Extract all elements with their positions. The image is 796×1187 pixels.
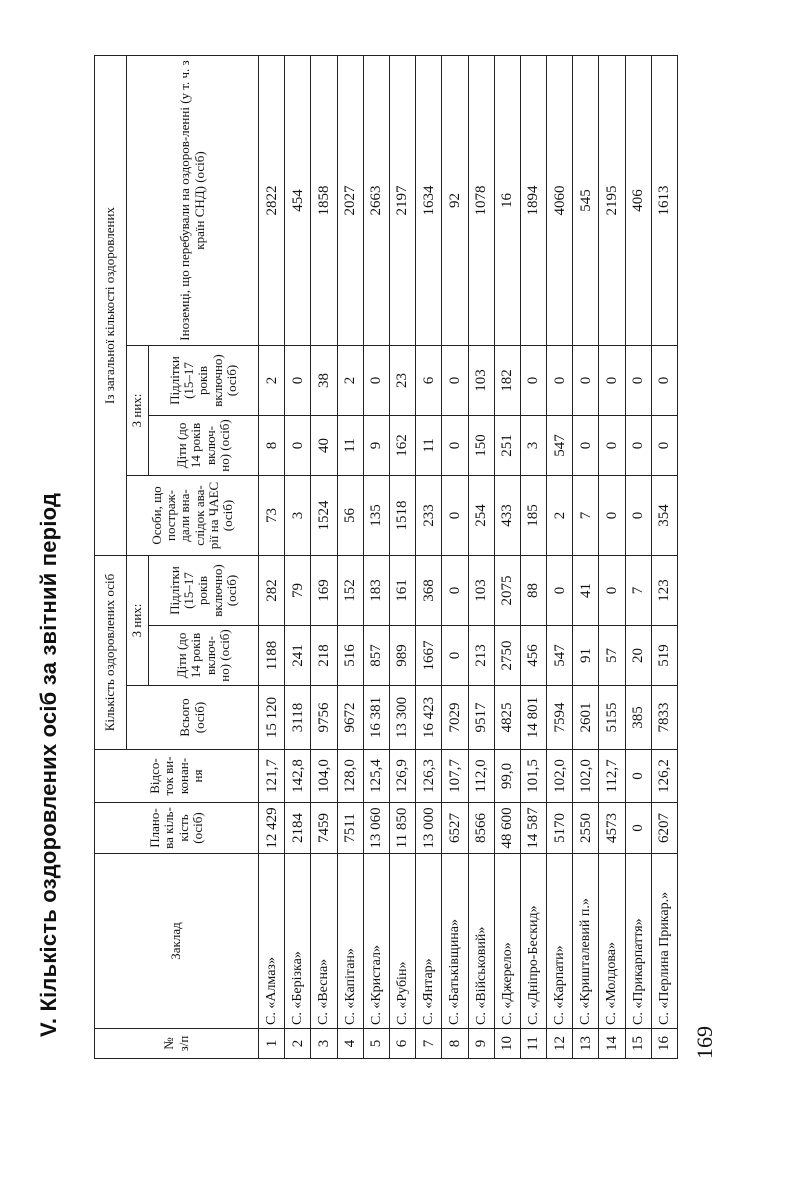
cell-no: 7 bbox=[416, 1029, 442, 1059]
table-row bbox=[389, 56, 415, 1059]
cell-chernobyl-teens: 0 bbox=[520, 346, 546, 416]
cell-teens: 0 bbox=[599, 556, 625, 626]
header-percent: Відсо-ток ви-конан-ня bbox=[95, 750, 259, 803]
cell-teens: 0 bbox=[547, 556, 573, 626]
cell-no: 5 bbox=[363, 1029, 389, 1059]
cell-percent: 102,0 bbox=[573, 750, 599, 803]
cell-no: 13 bbox=[573, 1029, 599, 1059]
cell-planned: 48 600 bbox=[494, 803, 520, 854]
table-row bbox=[651, 56, 677, 1059]
cell-chernobyl-children: 0 bbox=[573, 416, 599, 476]
cell-institution: С. «Карпати» bbox=[547, 854, 573, 1029]
cell-chernobyl: 0 bbox=[599, 476, 625, 556]
cell-foreigners: 16 bbox=[494, 56, 520, 346]
cell-percent: 104,0 bbox=[311, 750, 337, 803]
cell-chernobyl: 0 bbox=[442, 476, 468, 556]
cell-foreigners: 2663 bbox=[363, 56, 389, 346]
header-of-them: З них: bbox=[127, 556, 149, 686]
cell-planned: 4573 bbox=[599, 803, 625, 854]
cell-children: 0 bbox=[442, 626, 468, 686]
page-number: 169 bbox=[692, 1026, 717, 1059]
cell-percent: 112,7 bbox=[599, 750, 625, 803]
cell-foreigners: 1613 bbox=[651, 56, 677, 346]
cell-percent: 101,5 bbox=[520, 750, 546, 803]
table-row bbox=[547, 56, 573, 1059]
cell-no: 16 bbox=[651, 1029, 677, 1059]
cell-children: 91 bbox=[573, 626, 599, 686]
cell-chernobyl-teens: 0 bbox=[573, 346, 599, 416]
cell-chernobyl-children: 162 bbox=[389, 416, 415, 476]
cell-chernobyl-teens: 6 bbox=[416, 346, 442, 416]
cell-teens: 183 bbox=[363, 556, 389, 626]
cell-institution: С. «Берізка» bbox=[285, 854, 311, 1029]
cell-chernobyl-teens: 2 bbox=[337, 346, 363, 416]
cell-total: 5155 bbox=[599, 686, 625, 750]
header-teens: Підлітки (15–17 років включно) (осіб) bbox=[149, 556, 259, 626]
cell-no: 10 bbox=[494, 1029, 520, 1059]
cell-foreigners: 2027 bbox=[337, 56, 363, 346]
cell-total: 2601 bbox=[573, 686, 599, 750]
cell-percent: 128,0 bbox=[337, 750, 363, 803]
cell-chernobyl-children: 0 bbox=[625, 416, 651, 476]
cell-chernobyl: 2 bbox=[547, 476, 573, 556]
cell-planned: 8566 bbox=[468, 803, 494, 854]
cell-children: 241 bbox=[285, 626, 311, 686]
cell-chernobyl-teens: 0 bbox=[547, 346, 573, 416]
table-row bbox=[363, 56, 389, 1059]
cell-no: 15 bbox=[625, 1029, 651, 1059]
cell-children: 2750 bbox=[494, 626, 520, 686]
cell-children: 456 bbox=[520, 626, 546, 686]
cell-teens: 41 bbox=[573, 556, 599, 626]
cell-chernobyl: 254 bbox=[468, 476, 494, 556]
cell-chernobyl-children: 150 bbox=[468, 416, 494, 476]
header-recovered-group: Кількість оздоровлених осіб bbox=[95, 556, 127, 750]
cell-teens: 0 bbox=[442, 556, 468, 626]
cell-percent: 107,7 bbox=[442, 750, 468, 803]
cell-chernobyl-teens: 182 bbox=[494, 346, 520, 416]
cell-chernobyl-teens: 0 bbox=[363, 346, 389, 416]
cell-children: 20 bbox=[625, 626, 651, 686]
cell-institution: С. «Прикарпаття» bbox=[625, 854, 651, 1029]
cell-foreigners: 1894 bbox=[520, 56, 546, 346]
cell-percent: 112,0 bbox=[468, 750, 494, 803]
cell-chernobyl-teens: 0 bbox=[599, 346, 625, 416]
cell-institution: С. «Молдова» bbox=[599, 854, 625, 1029]
cell-foreigners: 545 bbox=[573, 56, 599, 346]
cell-teens: 103 bbox=[468, 556, 494, 626]
table-row bbox=[625, 56, 651, 1059]
cell-institution: С. «Янтар» bbox=[416, 854, 442, 1029]
cell-institution: С. «Джерело» bbox=[494, 854, 520, 1029]
cell-chernobyl: 0 bbox=[625, 476, 651, 556]
cell-chernobyl: 7 bbox=[573, 476, 599, 556]
cell-percent: 126,2 bbox=[651, 750, 677, 803]
table-row bbox=[311, 56, 337, 1059]
cell-teens: 79 bbox=[285, 556, 311, 626]
cell-no: 11 bbox=[520, 1029, 546, 1059]
cell-chernobyl: 1524 bbox=[311, 476, 337, 556]
header-institution: Заклад bbox=[95, 854, 259, 1029]
cell-chernobyl: 3 bbox=[285, 476, 311, 556]
table-row bbox=[442, 56, 468, 1059]
cell-planned: 13 060 bbox=[363, 803, 389, 854]
header-chernobyl: Особи, що постраж-дали вна-слідок ава-рії на ЧАЕС (осіб) bbox=[127, 476, 259, 556]
cell-chernobyl-teens: 0 bbox=[625, 346, 651, 416]
table-row bbox=[573, 56, 599, 1059]
cell-planned: 2184 bbox=[285, 803, 311, 854]
cell-total: 9517 bbox=[468, 686, 494, 750]
cell-chernobyl: 185 bbox=[520, 476, 546, 556]
cell-children: 547 bbox=[547, 626, 573, 686]
table-row bbox=[494, 56, 520, 1059]
cell-teens: 152 bbox=[337, 556, 363, 626]
cell-percent: 125,4 bbox=[363, 750, 389, 803]
cell-chernobyl: 135 bbox=[363, 476, 389, 556]
cell-planned: 7511 bbox=[337, 803, 363, 854]
cell-foreigners: 92 bbox=[442, 56, 468, 346]
cell-planned: 7459 bbox=[311, 803, 337, 854]
cell-teens: 88 bbox=[520, 556, 546, 626]
cell-institution: С. «Весна» bbox=[311, 854, 337, 1029]
table-row bbox=[337, 56, 363, 1059]
cell-percent: 142,8 bbox=[285, 750, 311, 803]
cell-institution: С. «Алмаз» bbox=[259, 854, 285, 1029]
cell-children: 1188 bbox=[259, 626, 285, 686]
header-children: Діти (до 14 років включ-но) (осіб) bbox=[149, 626, 259, 686]
cell-chernobyl: 1518 bbox=[389, 476, 415, 556]
cell-no: 12 bbox=[547, 1029, 573, 1059]
cell-chernobyl-children: 0 bbox=[651, 416, 677, 476]
cell-institution: С. «Кришталевий п.» bbox=[573, 854, 599, 1029]
cell-planned: 0 bbox=[625, 803, 651, 854]
cell-planned: 13 000 bbox=[416, 803, 442, 854]
cell-chernobyl: 233 bbox=[416, 476, 442, 556]
cell-chernobyl-teens: 0 bbox=[651, 346, 677, 416]
cell-no: 4 bbox=[337, 1029, 363, 1059]
cell-foreigners: 2195 bbox=[599, 56, 625, 346]
cell-no: 3 bbox=[311, 1029, 337, 1059]
cell-total: 9672 bbox=[337, 686, 363, 750]
cell-children: 516 bbox=[337, 626, 363, 686]
cell-institution: С. «Кристал» bbox=[363, 854, 389, 1029]
cell-teens: 368 bbox=[416, 556, 442, 626]
cell-chernobyl-children: 0 bbox=[285, 416, 311, 476]
cell-institution: С. «Перлина Прикар.» bbox=[651, 854, 677, 1029]
cell-chernobyl: 56 bbox=[337, 476, 363, 556]
table-row bbox=[599, 56, 625, 1059]
cell-chernobyl-children: 11 bbox=[416, 416, 442, 476]
cell-percent: 126,9 bbox=[389, 750, 415, 803]
cell-total: 3118 bbox=[285, 686, 311, 750]
cell-institution: С. «Батьківщина» bbox=[442, 854, 468, 1029]
cell-foreigners: 1078 bbox=[468, 56, 494, 346]
cell-no: 8 bbox=[442, 1029, 468, 1059]
table-row bbox=[520, 56, 546, 1059]
cell-total: 16 423 bbox=[416, 686, 442, 750]
cell-children: 1667 bbox=[416, 626, 442, 686]
recovered-persons-table bbox=[94, 55, 678, 1059]
cell-institution: С. «Дніпро-Бескид» bbox=[520, 854, 546, 1029]
cell-chernobyl-children: 11 bbox=[337, 416, 363, 476]
cell-no: 2 bbox=[285, 1029, 311, 1059]
cell-total: 16 381 bbox=[363, 686, 389, 750]
cell-no: 14 bbox=[599, 1029, 625, 1059]
cell-teens: 161 bbox=[389, 556, 415, 626]
table-row bbox=[259, 56, 285, 1059]
page-title: V. Кількість оздоровлених осіб за звітний період bbox=[36, 492, 61, 1037]
cell-planned: 5170 bbox=[547, 803, 573, 854]
cell-foreigners: 454 bbox=[285, 56, 311, 346]
table-row bbox=[285, 56, 311, 1059]
cell-foreigners: 2822 bbox=[259, 56, 285, 346]
cell-chernobyl-teens: 23 bbox=[389, 346, 415, 416]
cell-no: 9 bbox=[468, 1029, 494, 1059]
header-children-2: Діти (до 14 років включ-но) (осіб) bbox=[149, 416, 259, 476]
cell-foreigners: 406 bbox=[625, 56, 651, 346]
cell-chernobyl-children: 251 bbox=[494, 416, 520, 476]
cell-planned: 6527 bbox=[442, 803, 468, 854]
header-teens-2: Підлітки (15–17 років включно) (осіб) bbox=[149, 346, 259, 416]
header-no: № з/п bbox=[95, 1029, 259, 1059]
cell-chernobyl-children: 9 bbox=[363, 416, 389, 476]
cell-chernobyl-teens: 2 bbox=[259, 346, 285, 416]
cell-chernobyl-teens: 0 bbox=[442, 346, 468, 416]
cell-teens: 282 bbox=[259, 556, 285, 626]
cell-total: 7594 bbox=[547, 686, 573, 750]
cell-total: 9756 bbox=[311, 686, 337, 750]
cell-chernobyl-teens: 38 bbox=[311, 346, 337, 416]
cell-foreigners: 1858 bbox=[311, 56, 337, 346]
cell-total: 15 120 bbox=[259, 686, 285, 750]
cell-foreigners: 1634 bbox=[416, 56, 442, 346]
header-total: Всього (осіб) bbox=[127, 686, 259, 750]
header-of-them-2: З них: bbox=[127, 346, 149, 476]
cell-no: 1 bbox=[259, 1029, 285, 1059]
cell-teens: 2075 bbox=[494, 556, 520, 626]
cell-total: 385 bbox=[625, 686, 651, 750]
cell-percent: 102,0 bbox=[547, 750, 573, 803]
table-row bbox=[416, 56, 442, 1059]
cell-chernobyl: 354 bbox=[651, 476, 677, 556]
cell-total: 4825 bbox=[494, 686, 520, 750]
header-planned: Плано-ва кіль-кість (осіб) bbox=[95, 803, 259, 854]
cell-children: 519 bbox=[651, 626, 677, 686]
cell-foreigners: 4060 bbox=[547, 56, 573, 346]
cell-teens: 123 bbox=[651, 556, 677, 626]
cell-chernobyl: 73 bbox=[259, 476, 285, 556]
table-row bbox=[468, 56, 494, 1059]
cell-children: 57 bbox=[599, 626, 625, 686]
cell-planned: 11 850 bbox=[389, 803, 415, 854]
cell-institution: С. «Капітан» bbox=[337, 854, 363, 1029]
cell-chernobyl: 433 bbox=[494, 476, 520, 556]
table-body bbox=[259, 56, 678, 1059]
cell-planned: 12 429 bbox=[259, 803, 285, 854]
cell-total: 7029 bbox=[442, 686, 468, 750]
cell-teens: 7 bbox=[625, 556, 651, 626]
cell-total: 13 300 bbox=[389, 686, 415, 750]
cell-chernobyl-children: 3 bbox=[520, 416, 546, 476]
cell-percent: 121,7 bbox=[259, 750, 285, 803]
cell-chernobyl-children: 8 bbox=[259, 416, 285, 476]
cell-chernobyl-teens: 0 bbox=[285, 346, 311, 416]
cell-chernobyl-children: 547 bbox=[547, 416, 573, 476]
cell-total: 7833 bbox=[651, 686, 677, 750]
cell-percent: 126,3 bbox=[416, 750, 442, 803]
cell-planned: 6207 bbox=[651, 803, 677, 854]
cell-total: 14 801 bbox=[520, 686, 546, 750]
header-from-total-group: Із загальної кількості оздоровлених bbox=[95, 56, 127, 556]
cell-children: 857 bbox=[363, 626, 389, 686]
cell-chernobyl-children: 0 bbox=[442, 416, 468, 476]
cell-teens: 169 bbox=[311, 556, 337, 626]
cell-percent: 0 bbox=[625, 750, 651, 803]
cell-institution: С. «Військовий» bbox=[468, 854, 494, 1029]
cell-no: 6 bbox=[389, 1029, 415, 1059]
cell-percent: 99,0 bbox=[494, 750, 520, 803]
cell-chernobyl-teens: 103 bbox=[468, 346, 494, 416]
cell-children: 218 bbox=[311, 626, 337, 686]
cell-planned: 2550 bbox=[573, 803, 599, 854]
cell-chernobyl-children: 40 bbox=[311, 416, 337, 476]
cell-foreigners: 2197 bbox=[389, 56, 415, 346]
header-foreigners: Іноземці, що перебували на оздоров-ленні (у т. ч. з країн СНД) (осіб) bbox=[127, 56, 259, 346]
cell-children: 213 bbox=[468, 626, 494, 686]
cell-planned: 14 587 bbox=[520, 803, 546, 854]
cell-chernobyl-children: 0 bbox=[599, 416, 625, 476]
cell-institution: С. «Рубін» bbox=[389, 854, 415, 1029]
cell-children: 989 bbox=[389, 626, 415, 686]
